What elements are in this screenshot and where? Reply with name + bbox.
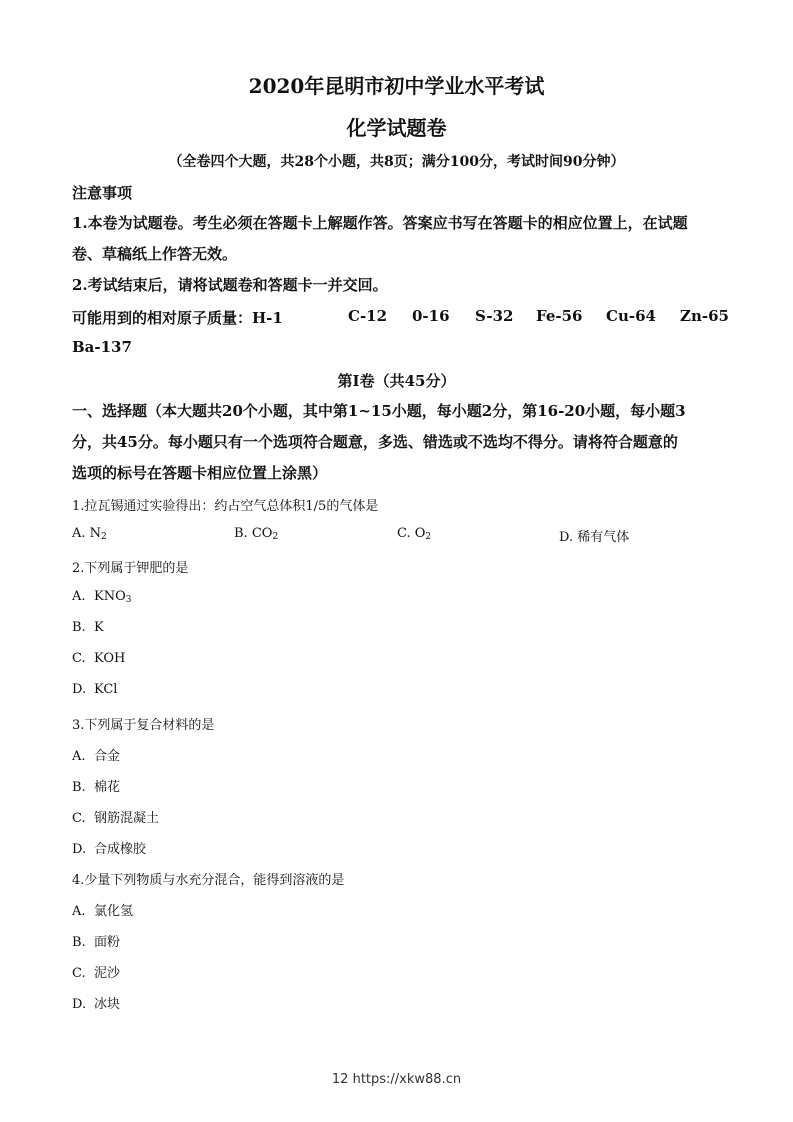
option-item: D. 冰块 bbox=[72, 997, 121, 1012]
option-item: D. 稀有气体 bbox=[559, 530, 630, 545]
notes-line-1b: 卷、草稿纸上作答无效。 bbox=[72, 245, 238, 263]
page-title: 2020年昆明市初中学业水平考试 bbox=[248, 74, 545, 98]
option-item: B. 面粉 bbox=[72, 935, 121, 950]
question-stem: 2.下列属于钾肥的是 bbox=[72, 561, 189, 576]
atomic-mass-item: S-32 bbox=[475, 307, 514, 325]
option-item: A. 合金 bbox=[72, 749, 121, 764]
option-item: B. K bbox=[72, 620, 104, 635]
atomic-mass-item: Zn-65 bbox=[680, 307, 729, 325]
notes-line-2: 2.考试结束后，请将试题卷和答题卡一并交回。 bbox=[72, 276, 388, 294]
page-footer: 12 https://xkw88.cn bbox=[331, 1072, 462, 1087]
atomic-mass-item: C-12 bbox=[348, 307, 388, 325]
option-item: A. 氯化氢 bbox=[72, 904, 134, 919]
option-item: C. 钢筋混凝土 bbox=[72, 811, 160, 826]
question-stem: 1.拉瓦锡通过实验得出：约占空气总体积1/5的气体是 bbox=[72, 499, 379, 514]
option-item: B. $CO_2$ bbox=[234, 526, 279, 542]
notes-line-1a: 1.本卷为试题卷。考生必须在答题卡上解题作答。答案应书写在答题卡的相应位置上，在试题 bbox=[72, 214, 688, 232]
option-item: D. KCl bbox=[72, 682, 118, 697]
option-item: D. 合成橡胶 bbox=[72, 842, 147, 857]
question-stem: 3.下列属于复合材料的是 bbox=[72, 718, 215, 733]
question-stem: 4.少量下列物质与水充分混合，能得到溶液的是 bbox=[72, 873, 345, 888]
atomic-mass-label: 可能用到的相对原子质量：H-1 bbox=[72, 309, 283, 327]
section-title: 第Ⅰ卷（共45分） bbox=[337, 372, 456, 390]
option-item: C. KOH bbox=[72, 651, 126, 666]
atomic-mass-item: Cu-64 bbox=[606, 307, 656, 325]
option-item: C. $O_2$ bbox=[397, 526, 432, 542]
section-intro-1: 一、选择题（本大题共20个小题，其中第1~15小题，每小题2分，第16-20小题，每小题3 bbox=[72, 402, 686, 420]
option-item: A. $KNO_3$ bbox=[72, 589, 132, 605]
option-item: A. $N_2$ bbox=[72, 526, 107, 542]
section-intro-2: 分，共45分。每小题只有一个选项符合题意，多选、错选或不选均不得分。请将符合题意的 bbox=[72, 433, 678, 451]
option-item: B. 棉花 bbox=[72, 780, 121, 795]
paper-subtitle: 化学试题卷 bbox=[346, 116, 447, 140]
option-item: C. 泥沙 bbox=[72, 966, 121, 981]
notes-heading: 注意事项 bbox=[72, 184, 133, 202]
section-intro-3: 选项的标号在答题卡相应位置上涂黑） bbox=[72, 464, 328, 482]
atomic-mass-item: 0-16 bbox=[412, 307, 450, 325]
exam-info: （全卷四个大题，共28个小题，共8页；满分100分，考试时间90分钟） bbox=[168, 154, 625, 170]
atomic-mass-item: Fe-56 bbox=[536, 307, 583, 325]
atomic-mass-item: Ba-137 bbox=[72, 338, 132, 356]
